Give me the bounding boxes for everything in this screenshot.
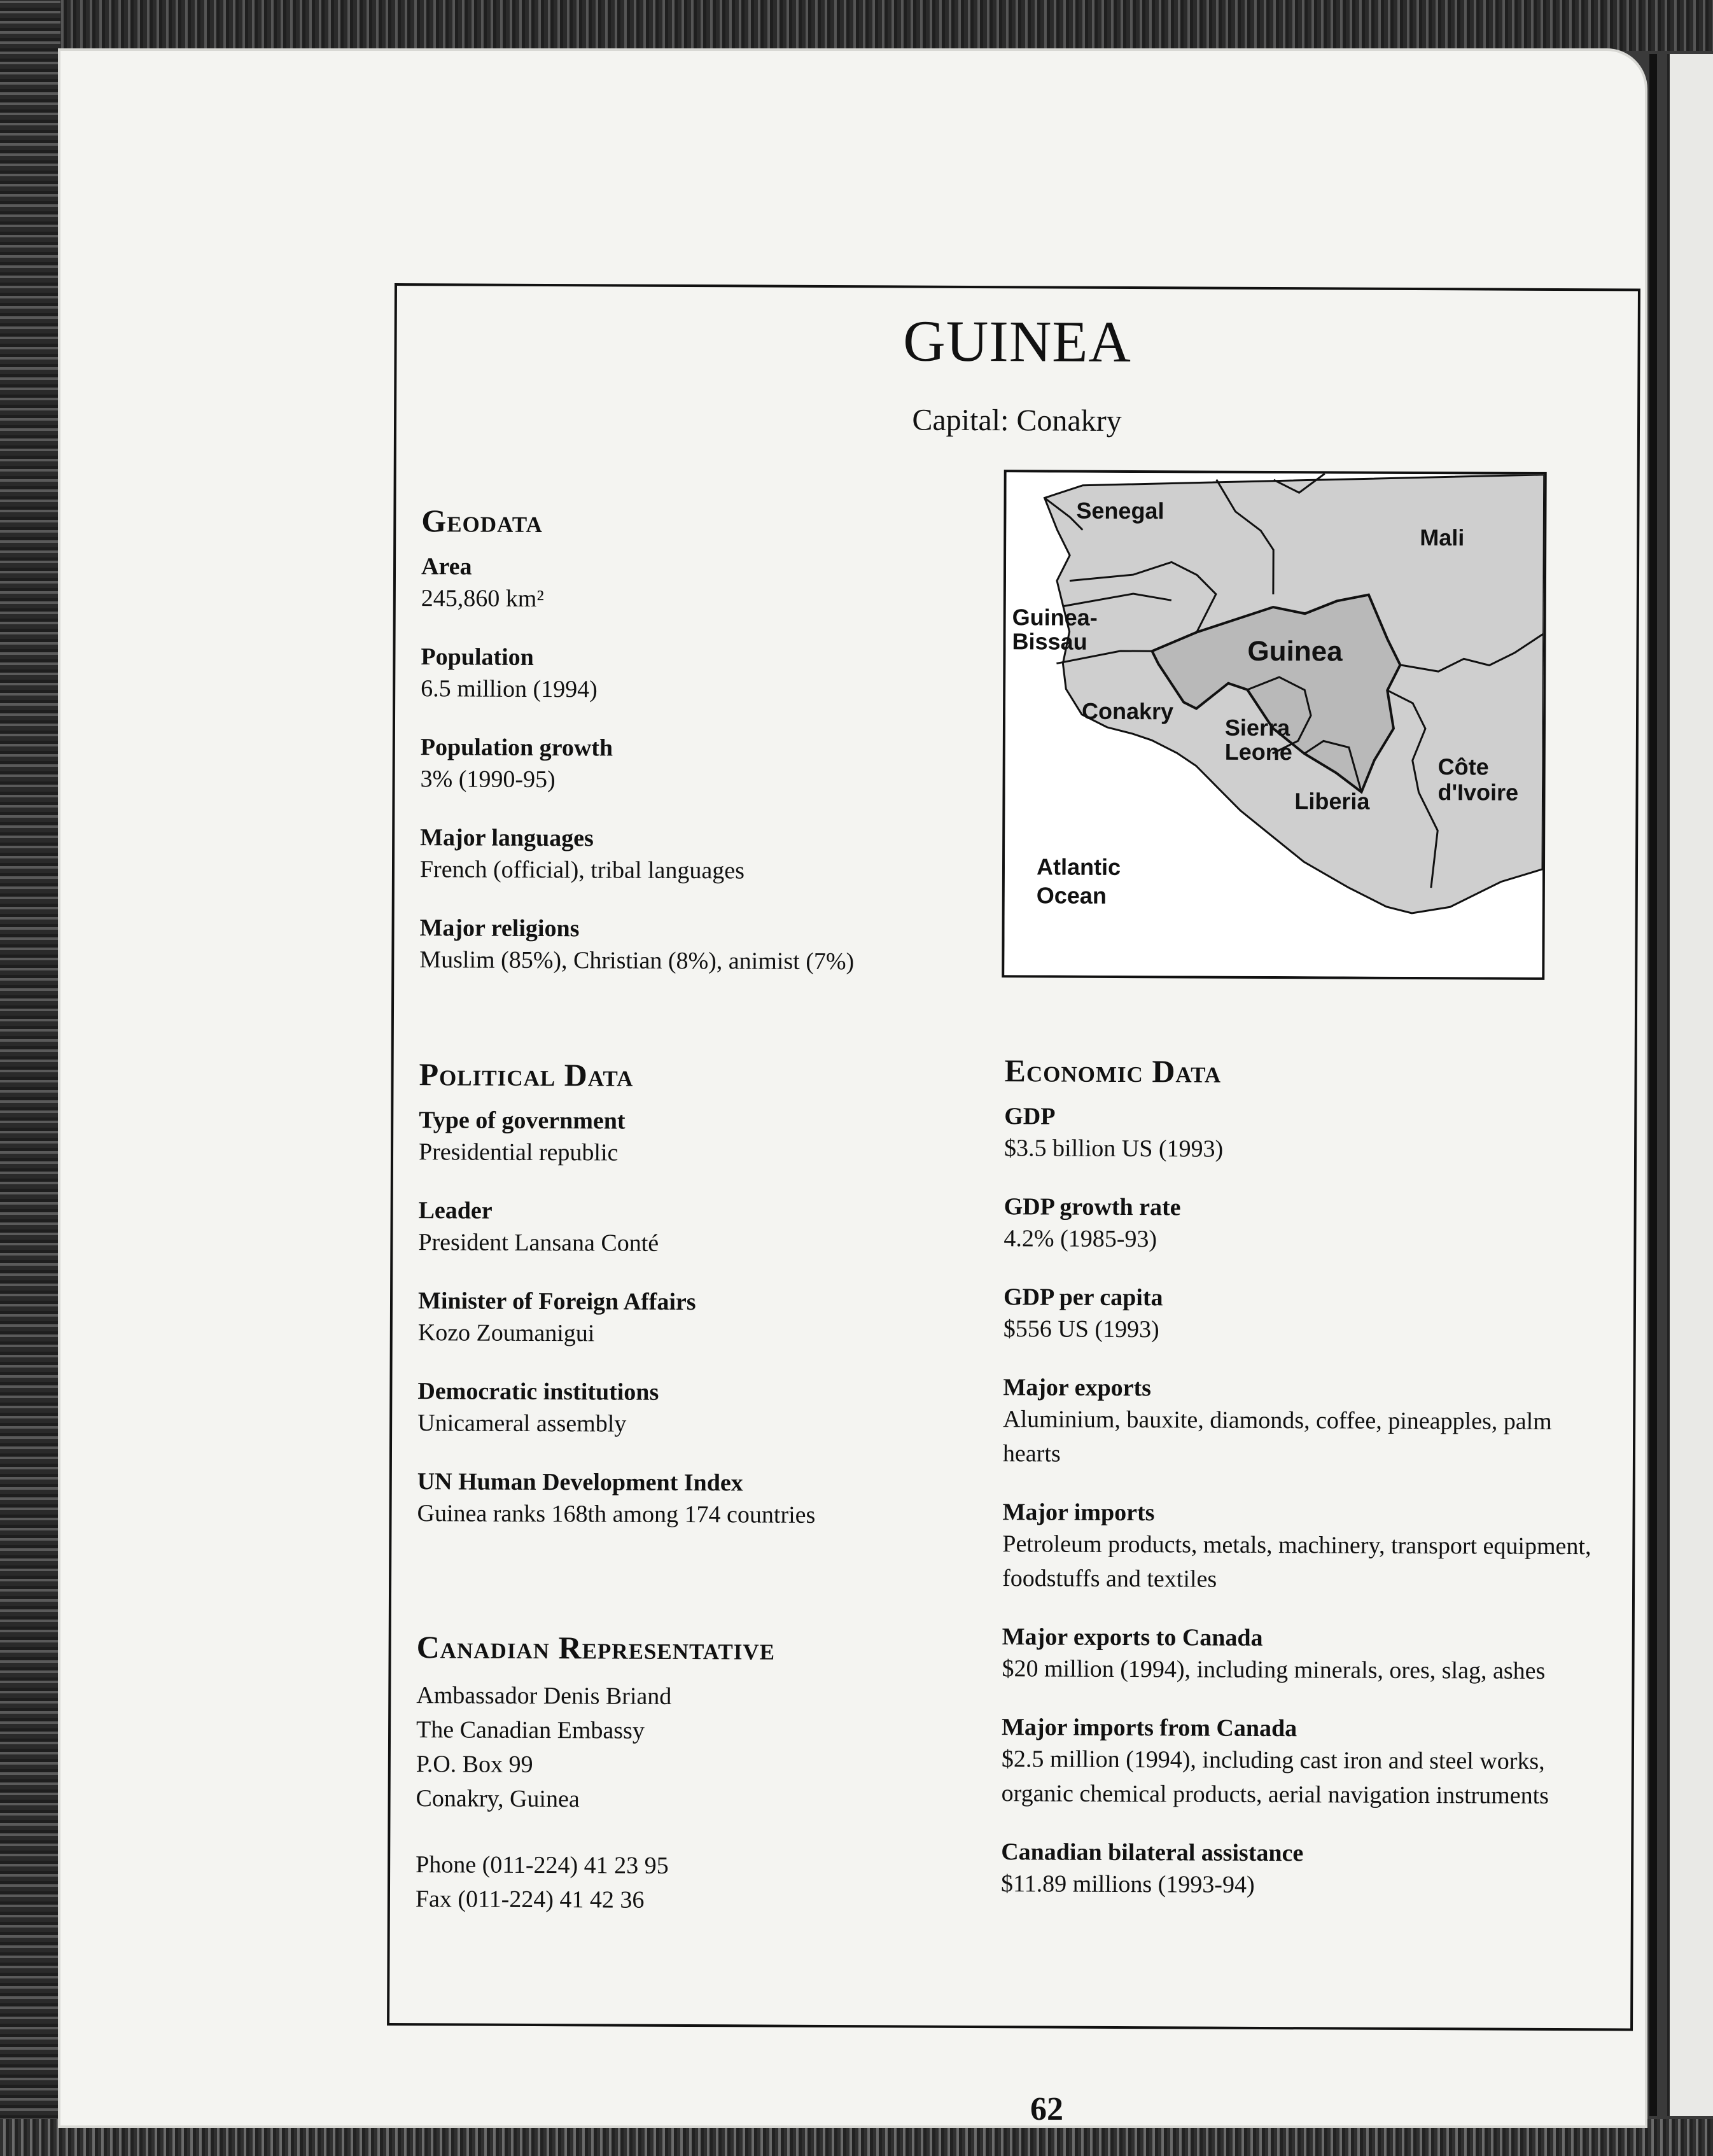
map-label-sierra-leone: Sierra <box>1224 714 1290 741</box>
political-field <box>418 1286 991 1352</box>
economic-field <box>1003 1373 1614 1473</box>
political-field <box>417 1376 990 1443</box>
field-label: Major exports to Canada <box>1002 1623 1263 1651</box>
map-label-liberia: Liberia <box>1294 788 1370 815</box>
fax-line: Fax (011-224) 41 42 36 <box>415 1886 645 1914</box>
field-value: $20 million (1994), including minerals, ores, slag, ashes <box>1002 1655 1546 1684</box>
map-label-senegal: Senegal <box>1076 497 1164 524</box>
field-label: Type of government <box>419 1107 626 1135</box>
field-value: $3.5 billion US (1993) <box>1003 1135 1224 1163</box>
economic-data-heading: Economic Data <box>1004 1053 1222 1089</box>
page-right-edge <box>1649 54 1657 2116</box>
canadian-representative-heading: Canadian Representative <box>416 1629 776 1667</box>
field-label: Democratic institutions <box>417 1378 659 1406</box>
field-label: GDP <box>1004 1103 1056 1130</box>
field-value: French (official), tribal languages <box>419 856 745 885</box>
field-value: 4.2% (1985-93) <box>1003 1225 1157 1253</box>
field-label: GDP growth rate <box>1003 1193 1181 1221</box>
map-label-guinea-bissau: Guinea- <box>1012 604 1098 631</box>
field-value: $11.89 millions (1993-94) <box>1000 1870 1255 1898</box>
political-field <box>419 1105 991 1172</box>
address-line: Conakry, Guinea <box>416 1785 580 1813</box>
economic-field <box>1002 1622 1612 1688</box>
field-label: Minister of Foreign Affairs <box>417 1287 696 1316</box>
economic-field <box>1001 1837 1612 1903</box>
economic-field <box>1004 1102 1615 1168</box>
region-map <box>1002 470 1546 980</box>
scan-border-left <box>0 0 60 2156</box>
economic-field <box>1003 1192 1614 1258</box>
canadian-representative-section <box>416 1628 989 1919</box>
phone-line: Phone (011-224) 41 23 95 <box>416 1851 669 1879</box>
political-field <box>418 1196 991 1262</box>
map-label-atlantic-ocean: Ocean <box>1036 882 1107 909</box>
field-value: 6.5 million (1994) <box>421 675 598 703</box>
geodata-field <box>419 913 979 979</box>
economic-field <box>1003 1282 1614 1348</box>
field-label: Population <box>421 643 534 671</box>
field-label: Major languages <box>420 824 594 852</box>
map-label-guinea-bissau: Bissau <box>1012 628 1087 655</box>
field-value: Kozo Zoumanigui <box>417 1319 595 1347</box>
map-label-mali: Mali <box>1420 524 1465 551</box>
field-value: Presidential republic <box>418 1138 619 1166</box>
field-value: President Lansana Conté <box>418 1229 659 1257</box>
geodata-field <box>420 823 980 889</box>
field-label: Major imports <box>1002 1499 1155 1527</box>
economic-data-section <box>1001 1052 1616 1930</box>
map-label-atlantic-ocean: Atlantic <box>1036 853 1121 880</box>
page-number: 62 <box>1030 2091 1063 2127</box>
political-data-section <box>417 1056 991 1560</box>
economic-field <box>1002 1712 1613 1813</box>
field-label: Major imports from Canada <box>1002 1714 1297 1742</box>
field-label: Leader <box>418 1197 493 1224</box>
field-label: Population growth <box>420 734 613 762</box>
page-title: GUINEA <box>903 308 1132 375</box>
field-label: Major religions <box>419 914 580 942</box>
scan-border-top <box>0 0 1713 51</box>
field-label: Canadian bilateral assistance <box>1001 1838 1304 1867</box>
economic-field <box>1002 1497 1614 1598</box>
field-value: $2.5 million (1994), including cast iron and steel works, organic chemical products, aerial navigation instruments <box>1001 1746 1549 1809</box>
field-value: 245,860 km² <box>421 585 544 613</box>
field-value: Aluminium, bauxite, diamonds, coffee, pineapples, palm hearts <box>1002 1406 1552 1467</box>
geodata-field <box>421 642 981 708</box>
page-sheet <box>60 51 1645 2125</box>
map-label-sierra-leone: Leone <box>1224 738 1292 766</box>
field-value: Petroleum products, metals, machinery, transport equipment, foodstuffs and textiles <box>1002 1530 1591 1593</box>
political-data-heading: Political Data <box>419 1056 634 1093</box>
geodata-heading: Geodata <box>421 503 543 540</box>
geodata-field <box>420 732 980 799</box>
map-label-cote-divoire: Côte <box>1437 753 1489 780</box>
field-label: Major exports <box>1003 1374 1152 1402</box>
address-line: P.O. Box 99 <box>416 1751 533 1778</box>
field-value: $556 US (1993) <box>1003 1315 1159 1343</box>
field-value: 3% (1990-95) <box>420 766 556 794</box>
map-label-conakry: Conakry <box>1081 697 1174 725</box>
field-label: Area <box>421 553 472 580</box>
field-label: UN Human Development Index <box>417 1468 743 1497</box>
map-label-guinea: Guinea <box>1247 635 1343 668</box>
geodata-section <box>419 502 981 1006</box>
address-line: The Canadian Embassy <box>416 1716 645 1744</box>
field-value: Unicameral assembly <box>417 1410 627 1438</box>
capital-line: Capital: Conakry <box>912 403 1122 438</box>
field-value: Muslim (85%), Christian (8%), animist (7%) <box>419 946 855 976</box>
adjacent-page-edge <box>1667 54 1713 2116</box>
geodata-field <box>421 552 981 618</box>
field-label: GDP per capita <box>1003 1284 1163 1312</box>
address-line: Ambassador Denis Briand <box>416 1682 672 1710</box>
political-field <box>417 1467 989 1533</box>
fact-sheet-frame <box>387 283 1640 2031</box>
map-label-cote-divoire: d'Ivoire <box>1437 779 1519 806</box>
field-value: Guinea ranks 168th among 174 countries <box>417 1500 816 1529</box>
